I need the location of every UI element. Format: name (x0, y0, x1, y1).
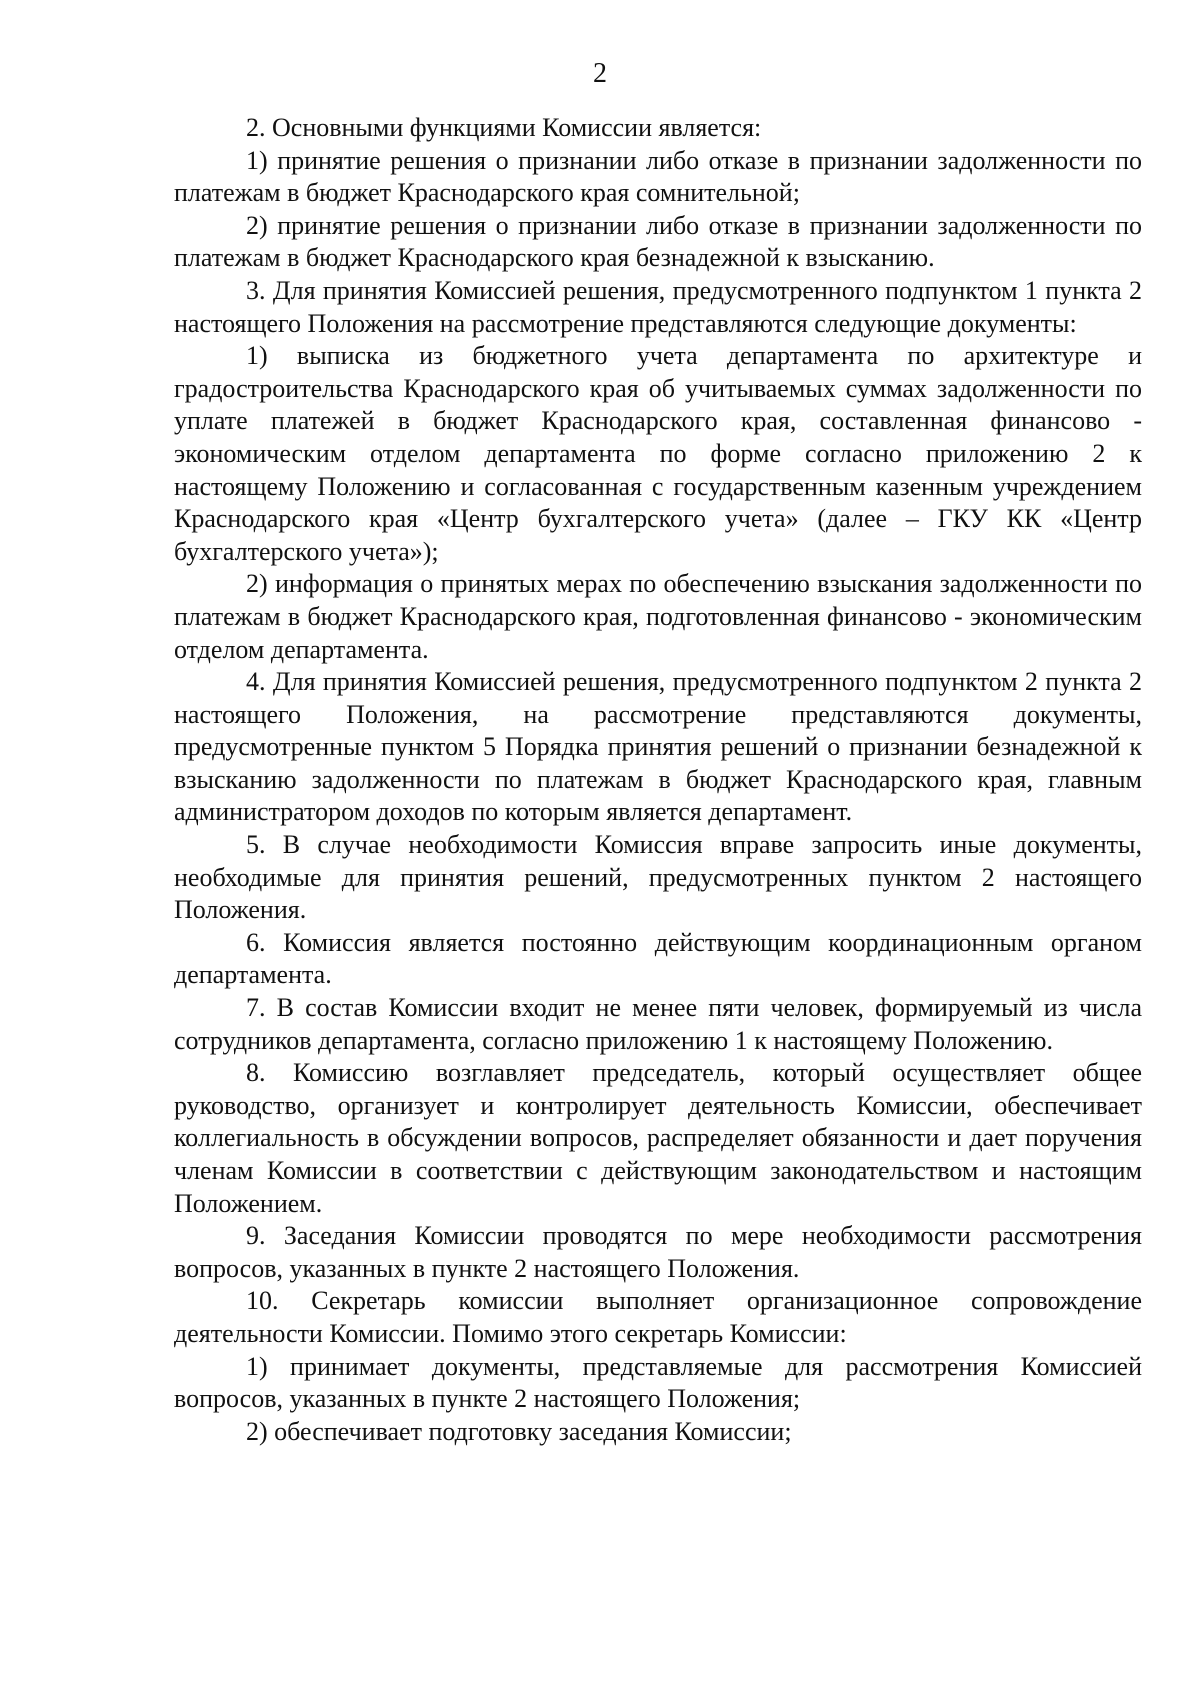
paragraph-8: 8. Комиссию возглавляет председатель, который осуществляет общее руководство, организует и контролирует деятельность Комиссии, обеспечивает коллегиальность в обсуждении вопросов, распределяет обязанности и дает поручения членам Комиссии в соответствии с действующим законодательством и настоящим Положением. (174, 1058, 1142, 1218)
paragraph-2: 2. Основными функциями Комиссии является: (246, 113, 762, 142)
paragraph-10: 10. Секретарь комиссии выполняет организационное сопровождение деятельности Комиссии. Помимо этого секретарь Комиссии: (174, 1286, 1142, 1348)
paragraph-2-2: 2) принятие решения о признании либо отказе в признании задолженности по платежам в бюджет Краснодарского края безнадежной к взысканию. (174, 210, 1142, 273)
paragraph-9: 9. Заседания Комиссии проводятся по мере необходимости рассмотрения вопросов, указанных в пункте 2 настоящего Положения. (174, 1221, 1142, 1283)
paragraph-5: 5. В случае необходимости Комиссия вправе запросить иные документы, необходимые для принятия решений, предусмотренных пунктом 2 настоящего Положения. (174, 830, 1142, 925)
paragraph-2-1: 1) принятие решения о признании либо отказе в признании задолженности по платежам в бюджет Краснодарского края сомнительной; (174, 145, 1142, 208)
paragraph-7: 7. В состав Комиссии входит не менее пяти человек, формируемый из числа сотрудников департамента, согласно приложению 1 к настоящему Положению. (174, 993, 1142, 1055)
page-number: 2 (593, 58, 607, 89)
document-body (174, 112, 1142, 1448)
paragraph-3: 3. Для принятия Комиссией решения, предусмотренного подпунктом 1 пункта 2 настоящего Положения на рассмотрение представляются следующие документы: (174, 275, 1142, 338)
paragraph-6: 6. Комиссия является постоянно действующим координационным органом департамента. (174, 927, 1142, 990)
paragraph-10-2: 2) обеспечивает подготовку заседания Комиссии; (246, 1416, 792, 1446)
paragraph-10-1: 1) принимает документы, представляемые для рассмотрения Комиссией вопросов, указанных в пункте 2 настоящего Положения; (174, 1351, 1142, 1414)
paragraph-3-1: 1) выписка из бюджетного учета департамента по архитектуре и градостроительства Краснодарского края об учитываемых суммах задолженности по уплате платежей в бюджет Краснодарского края, составленная финансово - экономическим отделом департамента по форме согласно приложению 2 к настоящему Положению и согласованная с государственным казенным учреждением Краснодарского края «Центр бухгалтерского учета» (далее – ГКУ КК «Центр бухгалтерского учета»); (174, 341, 1142, 566)
paragraph-3-2: 2) информация о принятых мерах по обеспечению взыскания задолженности по платежам в бюджет Краснодарского края, подготовленная финансово - экономическим отделом департамента. (174, 569, 1142, 664)
paragraph-4: 4. Для принятия Комиссией решения, предусмотренного подпунктом 2 пункта 2 настоящего Положения, на рассмотрение представляются документы, предусмотренные пунктом 5 Порядка принятия решений о признании безнадежной к взысканию задолженности по платежам в бюджет Краснодарского края, главным администратором доходов по которым является департамент. (174, 667, 1142, 827)
